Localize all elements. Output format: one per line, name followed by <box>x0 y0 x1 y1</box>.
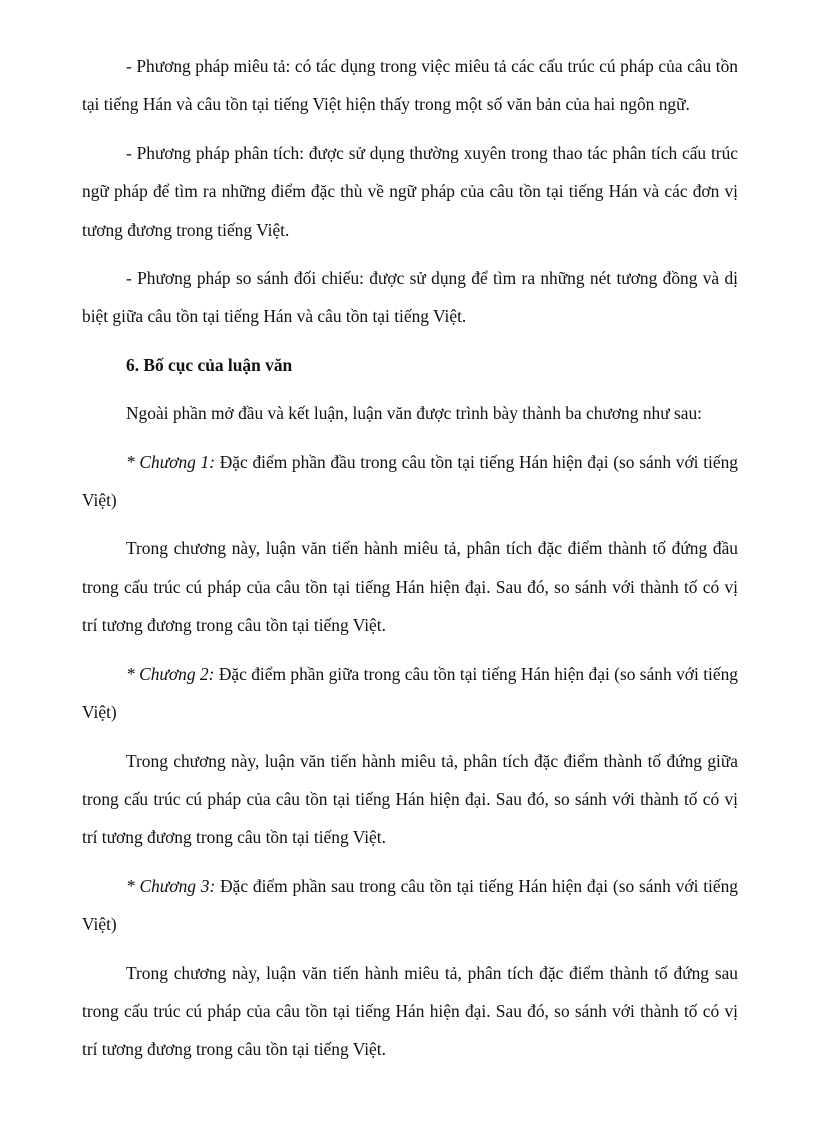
chapter-1-title-text: Đặc điểm phần đầu trong câu tồn tại tiếng Hán hiện đại (so sánh với tiếng Việt) <box>82 451 738 511</box>
chapter-2-body: Trong chương này, luận văn tiến hành miêu tả, phân tích đặc điểm thành tố đứng giữa trong cấu trúc cú pháp của câu tồn tại tiếng Hán hiện đại. Sau đó, so sánh với thành tố có vị trí tương đương trong câu tồn tại tiếng Việt. <box>82 750 738 848</box>
chapter-3-title <box>82 867 738 944</box>
chapter-2-title-text: Đặc điểm phần giữa trong câu tồn tại tiếng Hán hiện đại (so sánh với tiếng Việt) <box>82 663 738 723</box>
chapter-3-body: Trong chương này, luận văn tiến hành miêu tả, phân tích đặc điểm thành tố đứng sau trong cấu trúc cú pháp của câu tồn tại tiếng Hán hiện đại. Sau đó, so sánh với thành tố có vị trí tương đương trong câu tồn tại tiếng Việt. <box>82 962 738 1060</box>
document-page <box>82 47 738 1079</box>
method-comparison-paragraph: - Phương pháp so sánh đối chiếu: được sử dụng để tìm ra những nét tương đồng và dị biệt giữa câu tồn tại tiếng Hán và câu tồn tại tiếng Việt. <box>82 268 738 327</box>
chapter-1-label: * Chương 1: <box>126 451 216 472</box>
method-analysis-paragraph: - Phương pháp phân tích: được sử dụng thường xuyên trong thao tác phân tích cấu trúc ngữ pháp để tìm ra những điểm đặc thù về ngữ pháp của câu tồn tại tiếng Hán và các đơn vị tương đương trong tiếng Việt. <box>82 142 738 240</box>
chapter-3-label: * Chương 3: <box>126 875 216 896</box>
chapter-3-title-text: Đặc điểm phần sau trong câu tồn tại tiếng Hán hiện đại (so sánh với tiếng Việt) <box>82 875 738 935</box>
chapter-2-label: * Chương 2: <box>126 663 215 684</box>
section-heading: 6. Bố cục của luận văn <box>126 354 293 375</box>
chapter-2-title <box>82 655 738 732</box>
chapter-1-title <box>82 443 738 520</box>
method-description-paragraph: - Phương pháp miêu tả: có tác dụng trong việc miêu tả các cấu trúc cú pháp của câu tồn tại tiếng Hán và câu tồn tại tiếng Việt hiện thấy trong một số văn bản của hai ngôn ngữ. <box>82 56 738 115</box>
chapter-1-body: Trong chương này, luận văn tiến hành miêu tả, phân tích đặc điểm thành tố đứng đầu trong cấu trúc cú pháp của câu tồn tại tiếng Hán hiện đại. Sau đó, so sánh với thành tố có vị trí tương đương trong câu tồn tại tiếng Việt. <box>82 538 738 636</box>
section-intro-paragraph: Ngoài phần mở đầu và kết luận, luận văn được trình bày thành ba chương như sau: <box>126 403 702 424</box>
